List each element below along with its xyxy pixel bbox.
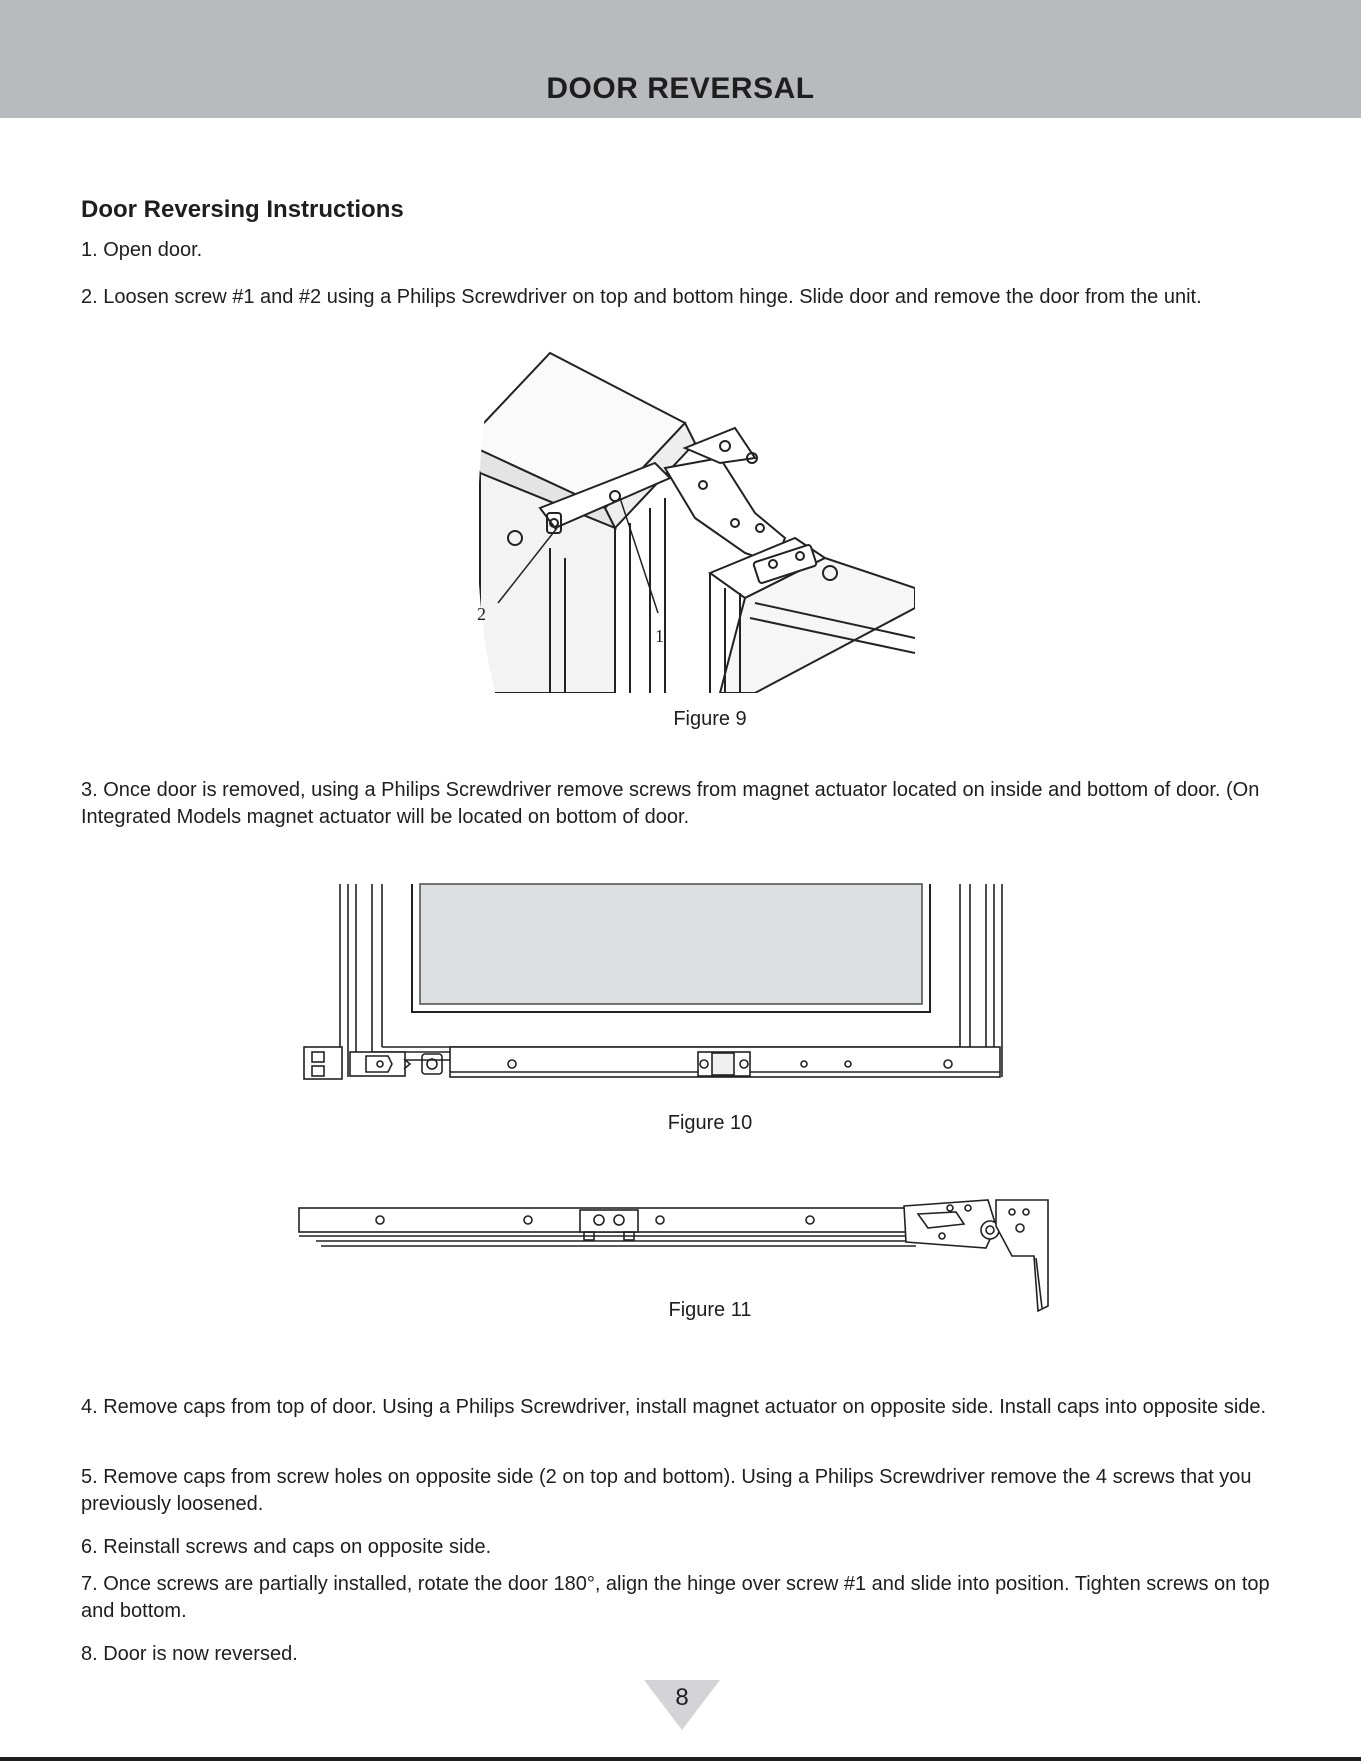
- step-4: 4. Remove caps from top of door. Using a Philips Screwdriver, install magnet actuator on opposite side. Install caps into opposite side.: [81, 1396, 1267, 1418]
- step-5: 5. Remove caps from screw holes on opposite side (2 on top and bottom). Using a Philips Screwdriver remove the 4 screws that you previously loosened.: [81, 1466, 1252, 1515]
- figure-11-door-top-illustration: [296, 1196, 1056, 1316]
- step-1: 1. Open door.: [81, 239, 203, 261]
- page-number-marker: [644, 1680, 720, 1730]
- callout-2: 2: [477, 604, 486, 624]
- page-number: 8: [675, 1684, 689, 1711]
- bottom-rule: [0, 1757, 1361, 1761]
- page-title: DOOR REVERSAL: [546, 72, 815, 105]
- callout-1: 1: [655, 626, 664, 646]
- figure-9-caption: Figure 9: [673, 708, 747, 730]
- step-8: 8. Door is now reversed.: [81, 1643, 298, 1665]
- step-3: 3. Once door is removed, using a Philips Screwdriver remove screws from magnet actuator located on inside and bottom of door. (On Integrated Models magnet actuator will be located on bottom of door.: [81, 779, 1260, 828]
- figure-10-caption: Figure 10: [667, 1112, 753, 1134]
- figure-9-hinge-illustration: [455, 348, 925, 693]
- step-6: 6. Reinstall screws and caps on opposite side.: [81, 1536, 492, 1558]
- figure-10-door-bottom-illustration: [300, 882, 1025, 1082]
- figure-11-caption: Figure 11: [668, 1299, 752, 1321]
- step-2: 2. Loosen screw #1 and #2 using a Philips Screwdriver on top and bottom hinge. Slide door and remove the door from the unit.: [81, 286, 1202, 308]
- step-7: 7. Once screws are partially installed, rotate the door 180°, align the hinge over screw #1 and slide into position. Tighten screws on top and bottom.: [81, 1573, 1270, 1622]
- section-heading: Door Reversing Instructions: [81, 196, 404, 223]
